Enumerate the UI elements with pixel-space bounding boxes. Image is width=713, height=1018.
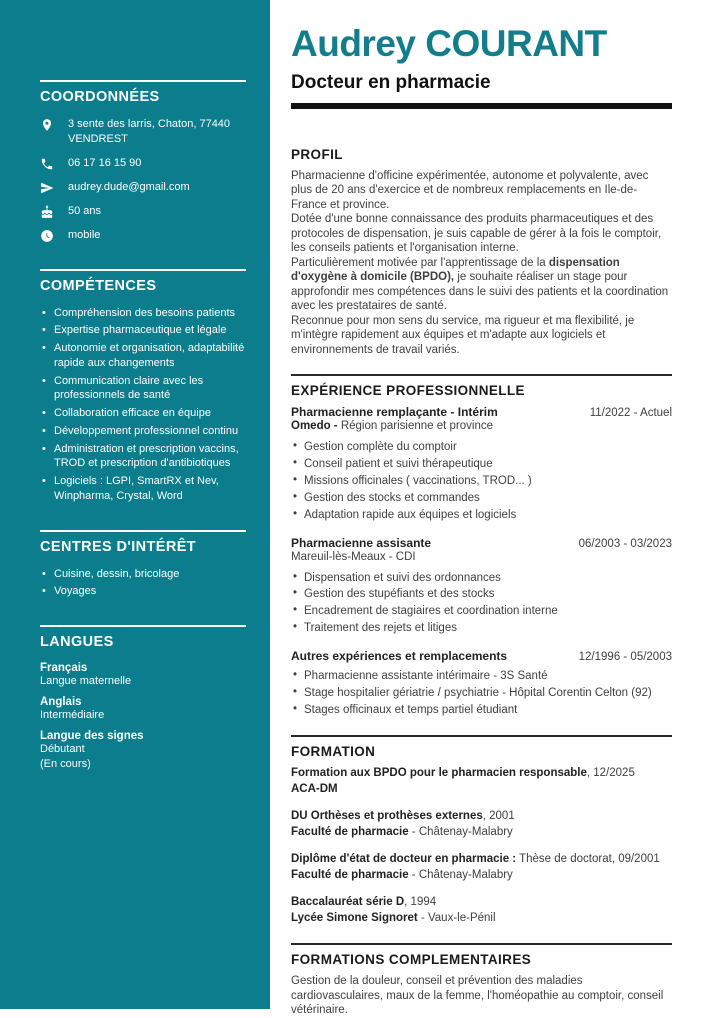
education-line1 xyxy=(291,895,672,911)
coordonnees-section xyxy=(40,80,246,243)
language-name: Français xyxy=(40,661,88,674)
profil-text-span: je souhaite réaliser un stage pour approfondir mes compétences dans le suivi des patients et la coordination avec les prestataires de santé. xyxy=(291,271,669,313)
centres-interet-section xyxy=(40,530,246,599)
education-entry xyxy=(291,895,672,926)
contact-age xyxy=(40,204,246,219)
education-date: Thèse de doctorat, 09/2001 xyxy=(516,853,660,866)
experience-section xyxy=(291,374,672,718)
contact-phone xyxy=(40,156,246,171)
profil-heading: PROFIL xyxy=(291,146,343,162)
job-employer-location: Région parisienne et province xyxy=(337,419,493,432)
job-bullet: • Pharmacienne assistante intérimaire - 3S Santé xyxy=(291,669,672,684)
contact-email-text: audrey.dude@gmail.com xyxy=(68,180,190,193)
formation-section xyxy=(291,735,672,926)
education-school: Faculté de pharmacie xyxy=(291,825,409,838)
language-name: Langue des signes xyxy=(40,729,144,742)
job-employer-name: Omedo - xyxy=(291,419,338,432)
job-entry xyxy=(291,649,672,718)
langues-section xyxy=(40,625,246,771)
phone-icon xyxy=(40,157,56,171)
education-date: , 2001 xyxy=(482,810,515,823)
education-date: , 12/2025 xyxy=(586,767,635,780)
job-dates: 06/2003 - 03/2023 xyxy=(578,537,672,550)
language-level: Langue maternelle xyxy=(40,674,132,687)
contact-phone-text: 06 17 16 15 90 xyxy=(68,156,142,169)
profil-text-span: Particulièrement motivée par l'apprentissage de la xyxy=(291,256,549,269)
language-note: (En cours) xyxy=(40,757,91,770)
job-bullet: • Adaptation rapide aux équipes et logiciels xyxy=(291,508,672,523)
experience-heading: EXPÉRIENCE PROFESSIONNELLE xyxy=(291,382,525,398)
formations-complementaires-section xyxy=(291,943,672,1017)
language-level: Débutant xyxy=(40,742,85,755)
job-dates: 11/2022 - Actuel xyxy=(589,406,672,419)
formations-complementaires-heading: FORMATIONS COMPLEMENTAIRES xyxy=(291,952,532,968)
job-bullet: • Traitement des rejets et litiges xyxy=(291,621,672,636)
contact-mobility-text: mobile xyxy=(68,228,101,241)
job-bullet: • Stage hospitalier gériatrie / psychiatrie - Hôpital Corentin Celton (92) xyxy=(291,686,672,701)
job-bullet: • Dispensation et suivi des ordonnances xyxy=(291,571,672,586)
education-school: Lycée Simone Signoret xyxy=(291,911,418,924)
job-employer: Mareuil-lès-Meaux - CDI xyxy=(291,550,416,563)
job-title-subtitle: Docteur en pharmacie xyxy=(291,71,491,93)
send-icon xyxy=(40,181,56,195)
competences-heading: COMPÉTENCES xyxy=(40,269,246,294)
header-rule xyxy=(291,103,672,109)
contact-address xyxy=(40,117,246,147)
education-place: - Vaux-le-Pénil xyxy=(417,911,496,924)
formations-complementaires-text: Gestion de la douleur, conseil et prévention des maladies cardiovasculaires, maux de la femme, l'homéopathie au comptoir, conseil vétérinaire. xyxy=(291,975,664,1017)
education-school: ACA-DM xyxy=(291,782,338,795)
competence-item: • Autonomie et organisation, adaptabilité rapide aux changements xyxy=(40,341,246,370)
job-bullets xyxy=(291,440,672,523)
education-line1 xyxy=(291,766,672,782)
page-title: Audrey COURANT xyxy=(291,23,607,64)
job-entry xyxy=(291,405,672,523)
profil-paragraph: Pharmacienne d'officine expérimentée, autonome et polyvalente, avec plus de 20 ans d'exercice et de nombreux remplacements en Ile-de-France et province. xyxy=(291,169,649,211)
clock-icon xyxy=(40,229,56,243)
competence-item: • Collaboration efficace en équipe xyxy=(40,406,246,421)
education-place: - Châtenay-Malabry xyxy=(408,868,513,881)
job-bullets xyxy=(291,669,672,718)
sidebar xyxy=(0,0,270,1009)
job-header xyxy=(291,649,672,663)
job-bullet: • Encadrement de stagiaires et coordination interne xyxy=(291,604,672,619)
job-title: Autres expériences et remplacements xyxy=(291,649,508,664)
language-name: Anglais xyxy=(40,695,82,708)
education-line1 xyxy=(291,852,672,868)
education-place: - Châtenay-Malabry xyxy=(408,825,513,838)
job-header xyxy=(291,405,672,419)
job-entry xyxy=(291,536,672,637)
profil-text xyxy=(291,169,672,357)
education-school: Faculté de pharmacie xyxy=(291,868,409,881)
education-degree: Formation aux BPDO pour le pharmacien responsable xyxy=(291,767,587,780)
contact-address-text: 3 sente des larris, Chaton, 77440 VENDREST xyxy=(68,118,231,145)
competence-item: • Développement professionnel continu xyxy=(40,424,246,439)
job-bullet: • Conseil patient et suivi thérapeutique xyxy=(291,457,672,472)
centres-interet-heading: CENTRES D'INTÉRÊT xyxy=(40,530,246,555)
competence-item: • Communication claire avec les professionnels de santé xyxy=(40,374,246,403)
contact-email xyxy=(40,180,246,195)
profil-paragraph: Dotée d'une bonne connaissance des produits pharmaceutiques et des protocoles de dispensation, je suis capable de gérer à la fois le comptoir, les conseils patients et l'organisation interne. xyxy=(291,213,662,255)
education-entry xyxy=(291,766,672,797)
competence-item: • Administration et prescription vaccins, TROD et prescription d'antibiotiques xyxy=(40,442,246,471)
education-degree: DU Orthèses et prothèses externes xyxy=(291,810,483,823)
birthday-cake-icon xyxy=(40,205,56,219)
competences-section xyxy=(40,269,246,504)
language-level: Intermédiaire xyxy=(40,708,105,721)
job-employer xyxy=(291,419,672,434)
profil-paragraph: Reconnue pour mon sens du service, ma rigueur et ma flexibilité, je m'intègre rapidement aux équipes et m'adapte aux logiciels et environnements de travail variés. xyxy=(291,314,635,356)
education-degree: Baccalauréat série D xyxy=(291,896,405,909)
education-line2 xyxy=(291,825,672,841)
job-bullet: • Stages officinaux et temps partiel étudiant xyxy=(291,703,672,718)
job-bullet: • Missions officinales ( vaccinations, TROD... ) xyxy=(291,474,672,489)
job-bullets xyxy=(291,571,672,637)
profil-paragraph xyxy=(291,256,672,314)
competence-item: • Expertise pharmaceutique et légale xyxy=(40,323,246,338)
education-line2 xyxy=(291,911,672,927)
contact-mobility xyxy=(40,228,246,243)
job-dates: 12/1996 - 05/2003 xyxy=(578,651,672,664)
job-title: Pharmacienne assisante xyxy=(291,535,432,550)
interet-item: • Cuisine, dessin, bricolage xyxy=(40,567,246,582)
interet-item: • Voyages xyxy=(40,584,246,599)
main-content xyxy=(291,24,672,1018)
job-title: Pharmacienne remplaçante - Intérim xyxy=(291,404,498,419)
education-date: , 1994 xyxy=(404,896,437,909)
langues-heading: LANGUES xyxy=(40,625,246,650)
competence-item: • Logiciels : LGPI, SmartRX et Nev, Winpharma, Crystal, Word xyxy=(40,474,246,503)
contact-age-text: 50 ans xyxy=(68,204,102,217)
profil-section xyxy=(291,147,672,357)
education-entry xyxy=(291,852,672,883)
competence-item: • Compréhension des besoins patients xyxy=(40,306,246,321)
job-bullet: • Gestion des stocks et commandes xyxy=(291,491,672,506)
coordonnees-heading: COORDONNÉES xyxy=(40,80,246,105)
formation-heading: FORMATION xyxy=(291,744,376,760)
location-pin-icon xyxy=(40,118,56,132)
education-degree: Diplôme d'état de docteur en pharmacie : xyxy=(291,853,517,866)
job-bullet: • Gestion complète du comptoir xyxy=(291,440,672,455)
education-entry xyxy=(291,809,672,840)
education-line2 xyxy=(291,868,672,884)
education-line2 xyxy=(291,782,672,798)
job-bullet: • Gestion des stupéfiants et des stocks xyxy=(291,587,672,602)
profil-bold-span: dispensation d'oxygène à domicile (BPDO), xyxy=(291,256,620,284)
education-line1 xyxy=(291,809,672,825)
job-header xyxy=(291,536,672,550)
